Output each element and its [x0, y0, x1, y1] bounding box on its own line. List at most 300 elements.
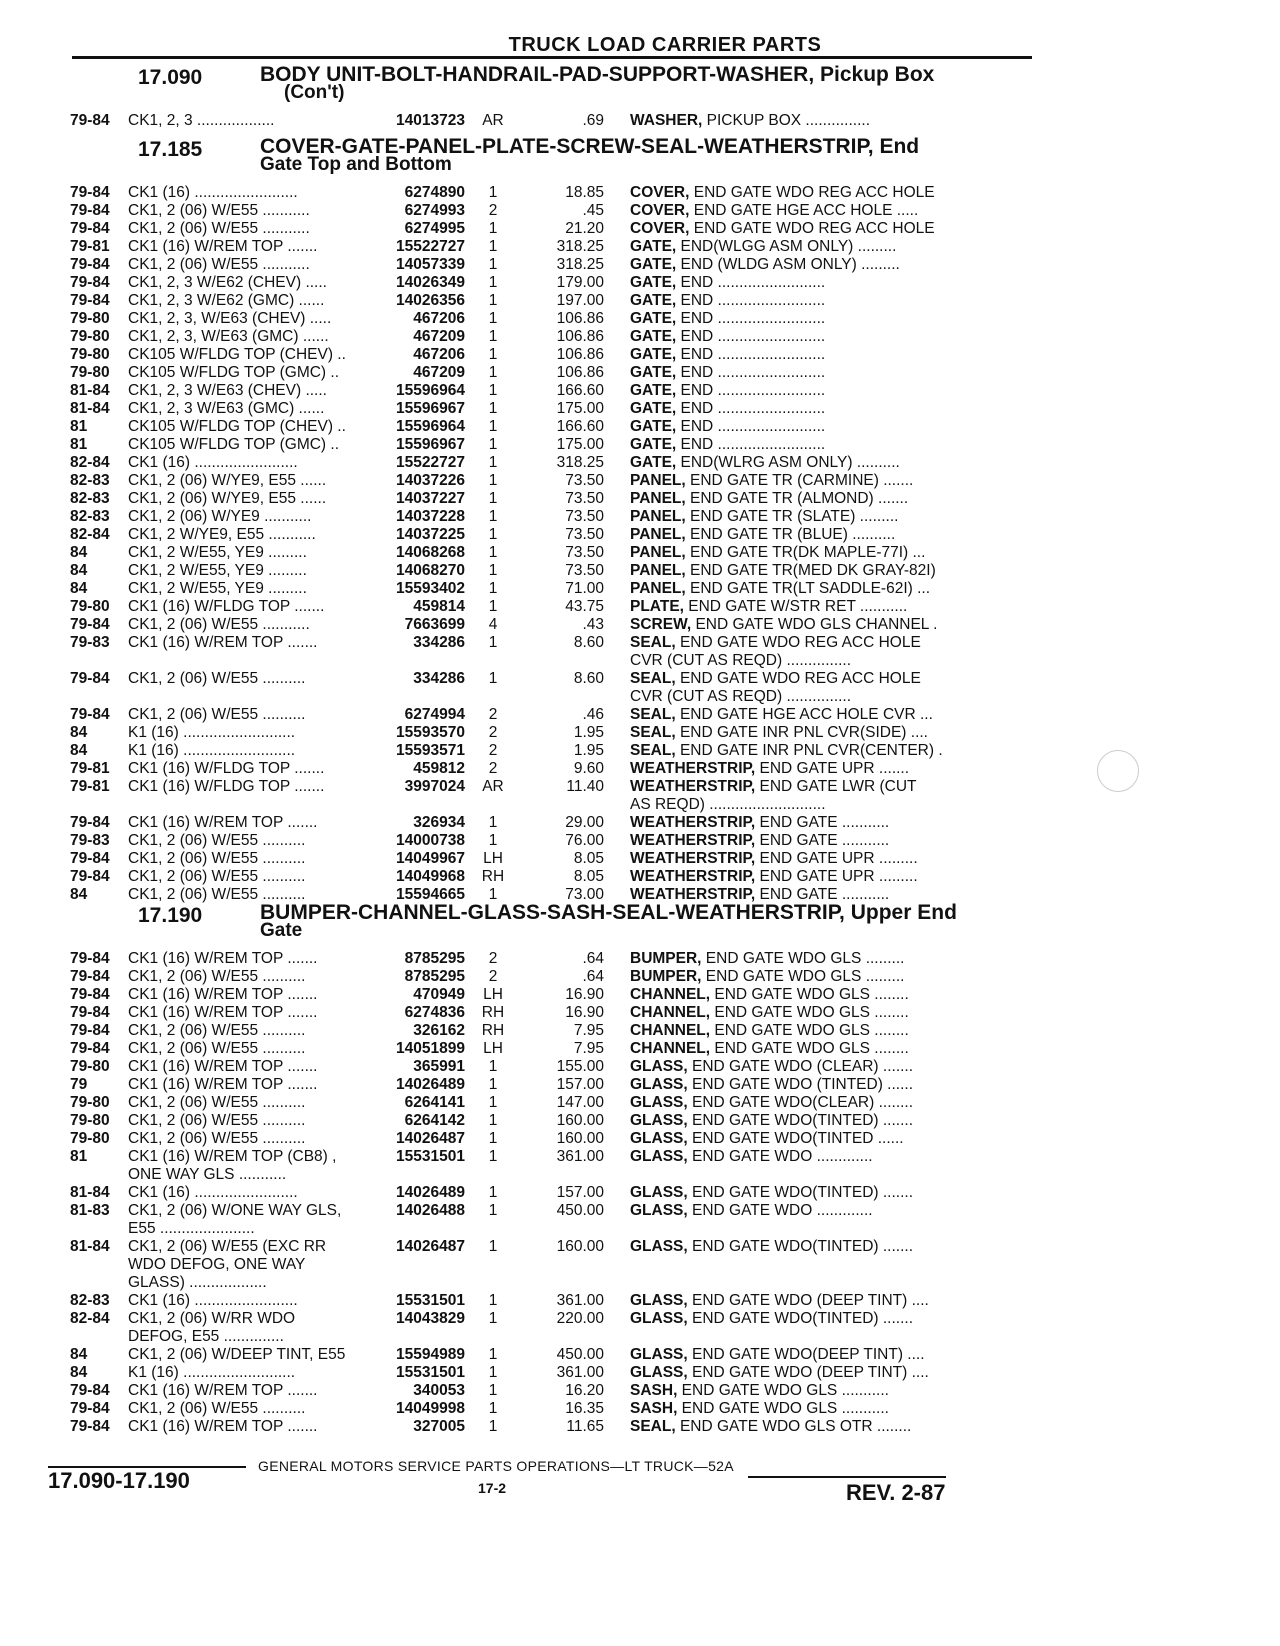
model-application: CK1, 2 W/YE9, E55 ........... [128, 526, 316, 543]
part-detail: END GATE TR(DK MAPLE-77I) ... [685, 544, 926, 561]
part-name: PLATE, [630, 598, 684, 615]
part-number: 3997024 [404, 778, 465, 795]
part-description [630, 616, 1020, 634]
table-row [50, 1364, 1010, 1382]
year-range: 79-84 [70, 706, 110, 723]
year-range: 79-84 [70, 292, 110, 309]
model-application: CK1, 2 W/E55, YE9 ......... [128, 580, 307, 597]
price: .69 [582, 112, 604, 129]
year-range: 79-84 [70, 1004, 110, 1021]
part-detail: END GATE WDO (CLEAR) ....... [687, 1058, 914, 1075]
quantity: 1 [488, 1058, 498, 1075]
part-name: PANEL, [630, 580, 686, 597]
part-detail: END GATE WDO GLS ........ [710, 986, 909, 1003]
part-detail: END GATE WDO (TINTED) ...... [687, 1076, 914, 1093]
part-description [630, 706, 1020, 724]
price: 220.00 [556, 1310, 604, 1327]
year-range: 79-81 [70, 238, 110, 255]
quantity: LH [483, 1040, 503, 1057]
part-name: GATE, [630, 328, 677, 345]
table-row [50, 328, 1010, 346]
part-detail: END GATE INR PNL CVR(CENTER) . [675, 742, 943, 759]
parts-section [50, 63, 1010, 130]
table-row [50, 1058, 1010, 1076]
year-range: 79-84 [70, 950, 110, 967]
quantity: 1 [488, 1238, 498, 1255]
part-detail: END GATE TR (SLATE) ......... [685, 508, 899, 525]
part-number: 6274993 [404, 202, 465, 219]
part-name: WEATHERSTRIP, [630, 778, 756, 795]
part-description [630, 328, 1020, 346]
year-range: 79-80 [70, 1112, 110, 1129]
price: 7.95 [573, 1040, 604, 1057]
year-range: 79-81 [70, 778, 110, 795]
quantity: RH [481, 868, 505, 885]
part-name: WEATHERSTRIP, [630, 850, 756, 867]
part-name: WEATHERSTRIP, [630, 760, 756, 777]
part-name: GLASS, [630, 1130, 688, 1147]
part-description [630, 670, 1020, 706]
part-detail: END GATE WDO GLS ........ [710, 1004, 909, 1021]
section-heading [50, 135, 1010, 175]
footer-page-number: 17-2 [478, 1480, 507, 1496]
price: 71.00 [565, 580, 604, 597]
table-row [50, 184, 1010, 202]
table-row [50, 418, 1010, 436]
model-application: CK105 W/FLDG TOP (CHEV) .. [128, 418, 346, 435]
part-number: 327005 [413, 1418, 465, 1435]
price: 166.60 [556, 418, 604, 435]
year-range: 79-80 [70, 598, 110, 615]
part-name: PANEL, [630, 490, 686, 507]
part-description [630, 724, 1020, 742]
part-number: 15596964 [396, 382, 465, 399]
price: 7.95 [573, 1022, 604, 1039]
part-number: 467206 [413, 310, 465, 327]
price: 8.05 [573, 868, 604, 885]
part-detail: END GATE TR(LT SADDLE-62I) ... [685, 580, 931, 597]
part-detail: END(WLGG ASM ONLY) ......... [676, 238, 897, 255]
table-row [50, 292, 1010, 310]
year-range: 79 [70, 1076, 88, 1093]
part-detail: END GATE WDO REG ACC HOLE [689, 220, 935, 237]
part-number: 14026489 [396, 1076, 465, 1093]
model-application: CK1, 2, 3 W/E62 (CHEV) ..... [128, 274, 327, 291]
table-row [50, 382, 1010, 400]
model-application: CK1, 2 (06) W/E55 (EXC RR WDO DEFOG, ONE WAY GLASS) .................. [128, 1238, 327, 1291]
part-name: SEAL, [630, 1418, 676, 1435]
section-title-main: BODY UNIT-BOLT-HANDRAIL-PAD-SUPPORT-WASHER, Pickup Box [260, 63, 935, 86]
part-name: GLASS, [630, 1076, 688, 1093]
table-row [50, 1400, 1010, 1418]
year-range: 79-84 [70, 112, 110, 129]
model-application: CK1 (16) W/FLDG TOP ....... [128, 778, 325, 795]
part-number: 6264142 [404, 1112, 465, 1129]
year-range: 84 [70, 742, 88, 759]
part-number: 14000738 [396, 832, 465, 849]
part-name: WEATHERSTRIP, [630, 814, 756, 831]
quantity: RH [481, 1004, 505, 1021]
part-number: 14057339 [396, 256, 465, 273]
part-name: GATE, [630, 382, 677, 399]
price: 175.00 [556, 400, 604, 417]
part-detail: END GATE INR PNL CVR(SIDE) .... [675, 724, 928, 741]
model-application: CK1, 2 (06) W/YE9, E55 ...... [128, 490, 327, 507]
part-number: 15596967 [396, 436, 465, 453]
table-row [50, 832, 1010, 850]
part-detail: END ......................... [676, 400, 826, 417]
part-number: 14068268 [396, 544, 465, 561]
part-description [630, 292, 1020, 310]
quantity: 1 [488, 1112, 498, 1129]
year-range: 79-80 [70, 346, 110, 363]
part-description [630, 1202, 1020, 1220]
quantity: 1 [488, 1184, 498, 1201]
price: 197.00 [556, 292, 604, 309]
table-row [50, 526, 1010, 544]
quantity: 1 [488, 1094, 498, 1111]
year-range: 81-83 [70, 1202, 110, 1219]
part-description [630, 184, 1020, 202]
price: 318.25 [556, 256, 604, 273]
price: 73.50 [565, 526, 604, 543]
model-application: CK1 (16) ........................ [128, 1292, 298, 1309]
part-name: GATE, [630, 292, 677, 309]
model-application: CK1 (16) W/REM TOP ....... [128, 814, 318, 831]
table-row [50, 238, 1010, 256]
year-range: 82-83 [70, 490, 110, 507]
price: 179.00 [556, 274, 604, 291]
model-application: CK105 W/FLDG TOP (GMC) .. [128, 364, 340, 381]
price: 73.50 [565, 544, 604, 561]
year-range: 79-84 [70, 1400, 110, 1417]
year-range: 81 [70, 1148, 88, 1165]
part-number: 14026487 [396, 1130, 465, 1147]
parts-section [50, 901, 1010, 1436]
model-application: CK1 (16) W/REM TOP ....... [128, 950, 318, 967]
quantity: 1 [488, 472, 498, 489]
year-range: 79-80 [70, 328, 110, 345]
model-application: K1 (16) .......................... [128, 724, 296, 741]
part-name: COVER, [630, 202, 690, 219]
part-detail: END GATE WDO (DEEP TINT) .... [687, 1364, 929, 1381]
model-application: CK1, 2, 3 .................. [128, 112, 275, 129]
part-detail: END GATE TR(MED DK GRAY-82I) [685, 562, 936, 579]
year-range: 81-84 [70, 382, 110, 399]
part-detail: END GATE WDO(TINTED ...... [687, 1130, 904, 1147]
header-rule [72, 56, 1032, 59]
part-detail: END GATE LWR (CUT AS REQD) ........................... [630, 778, 917, 813]
quantity: 1 [488, 220, 498, 237]
quantity: 1 [488, 454, 498, 471]
price: 450.00 [556, 1202, 604, 1219]
year-range: 82-83 [70, 508, 110, 525]
price: 16.20 [565, 1382, 604, 1399]
part-name: BUMPER, [630, 950, 702, 967]
part-number: 15596967 [396, 400, 465, 417]
part-number: 15531501 [396, 1364, 465, 1381]
part-detail: END GATE HGE ACC HOLE CVR ... [675, 706, 933, 723]
part-detail: END GATE WDO (DEEP TINT) .... [687, 1292, 929, 1309]
price: 106.86 [556, 310, 604, 327]
part-detail: END GATE ........... [755, 832, 890, 849]
part-number: 8785295 [404, 950, 465, 967]
quantity: AR [482, 112, 504, 129]
part-number: 467209 [413, 364, 465, 381]
price: 73.50 [565, 508, 604, 525]
part-number: 6274836 [404, 1004, 465, 1021]
quantity: 4 [488, 616, 498, 633]
part-detail: END GATE WDO(TINTED) ....... [687, 1112, 914, 1129]
model-application: CK1 (16) W/REM TOP ....... [128, 634, 318, 651]
part-detail: END GATE UPR ......... [755, 868, 918, 885]
quantity: 1 [488, 580, 498, 597]
part-number: 14026356 [396, 292, 465, 309]
quantity: 1 [488, 490, 498, 507]
table-row [50, 968, 1010, 986]
part-description [630, 1148, 1020, 1166]
part-description [630, 508, 1020, 526]
part-number: 14026487 [396, 1238, 465, 1255]
price: .46 [582, 706, 604, 723]
quantity: 1 [488, 436, 498, 453]
part-number: 6274995 [404, 220, 465, 237]
quantity: 1 [488, 1292, 498, 1309]
part-name: GATE, [630, 346, 677, 363]
part-number: 15531501 [396, 1292, 465, 1309]
price: 106.86 [556, 364, 604, 381]
model-application: CK1 (16) ........................ [128, 1184, 298, 1201]
part-name: BUMPER, [630, 968, 702, 985]
part-name: GLASS, [630, 1202, 688, 1219]
model-application: CK1, 2 (06) W/DEEP TINT, E55 [128, 1346, 346, 1363]
quantity: 2 [488, 950, 498, 967]
year-range: 79-84 [70, 1382, 110, 1399]
year-range: 79-84 [70, 220, 110, 237]
part-number: 470949 [413, 986, 465, 1003]
part-name: GATE, [630, 400, 677, 417]
part-name: SEAL, [630, 706, 676, 723]
part-name: SEAL, [630, 742, 676, 759]
table-row [50, 1130, 1010, 1148]
price: 29.00 [565, 814, 604, 831]
table-row [50, 472, 1010, 490]
table-row [50, 1202, 1010, 1238]
part-detail: END GATE TR (BLUE) .......... [685, 526, 896, 543]
part-description [630, 274, 1020, 292]
part-detail: END GATE TR (CARMINE) ....... [685, 472, 914, 489]
quantity: 1 [488, 1382, 498, 1399]
model-application: CK1, 2 (06) W/RR WDO DEFOG, E55 .............. [128, 1310, 296, 1345]
table-row [50, 508, 1010, 526]
part-name: GATE, [630, 418, 677, 435]
year-range: 79-84 [70, 1022, 110, 1039]
part-name: GATE, [630, 274, 677, 291]
model-application: CK1 (16) W/REM TOP (CB8) , ONE WAY GLS ........... [128, 1148, 337, 1183]
part-detail: END GATE WDO GLS ........... [677, 1400, 889, 1417]
model-application: CK1 (16) ........................ [128, 454, 298, 471]
table-row [50, 544, 1010, 562]
part-description [630, 1004, 1020, 1022]
quantity: 1 [488, 508, 498, 525]
price: 361.00 [556, 1292, 604, 1309]
part-detail: END ......................... [676, 436, 826, 453]
model-application: CK1, 2 (06) W/E55 .......... [128, 1040, 306, 1057]
part-name: SEAL, [630, 724, 676, 741]
model-application: CK1, 2, 3 W/E63 (CHEV) ..... [128, 382, 327, 399]
quantity: 1 [488, 598, 498, 615]
part-description [630, 562, 1020, 580]
price: 16.90 [565, 986, 604, 1003]
model-application: CK1 (16) W/REM TOP ....... [128, 986, 318, 1003]
model-application: CK1 (16) W/REM TOP ....... [128, 1004, 318, 1021]
quantity: 2 [488, 706, 498, 723]
part-description [630, 238, 1020, 256]
quantity: 1 [488, 814, 498, 831]
part-name: CHANNEL, [630, 986, 711, 1003]
part-number: 8785295 [404, 968, 465, 985]
part-number: 14026349 [396, 274, 465, 291]
part-description [630, 580, 1020, 598]
part-description [630, 220, 1020, 238]
part-description [630, 1364, 1020, 1382]
model-application: CK105 W/FLDG TOP (GMC) .. [128, 436, 340, 453]
year-range: 79-80 [70, 1094, 110, 1111]
table-row [50, 256, 1010, 274]
part-name: GLASS, [630, 1364, 688, 1381]
table-row [50, 814, 1010, 832]
quantity: 2 [488, 202, 498, 219]
part-detail: END GATE WDO(TINTED) ....... [687, 1184, 914, 1201]
quantity: 1 [488, 886, 498, 903]
part-name: CHANNEL, [630, 1040, 711, 1057]
year-range: 79-84 [70, 256, 110, 273]
table-row [50, 1382, 1010, 1400]
price: 160.00 [556, 1112, 604, 1129]
part-name: GATE, [630, 238, 677, 255]
part-number: 15531501 [396, 1148, 465, 1165]
model-application: CK1, 2 (06) W/E55 .......... [128, 1022, 306, 1039]
part-name: PANEL, [630, 472, 686, 489]
table-row [50, 868, 1010, 886]
part-description [630, 832, 1020, 850]
quantity: AR [482, 778, 504, 795]
model-application: CK1 (16) ........................ [128, 184, 298, 201]
part-number: 6264141 [404, 1094, 465, 1111]
part-detail: END GATE WDO GLS OTR ........ [675, 1418, 912, 1435]
part-detail: END GATE WDO REG ACC HOLE [689, 184, 935, 201]
quantity: 1 [488, 1076, 498, 1093]
part-number: 6274994 [404, 706, 465, 723]
year-range: 79-80 [70, 1130, 110, 1147]
year-range: 81 [70, 418, 88, 435]
part-description [630, 850, 1020, 868]
price: 361.00 [556, 1364, 604, 1381]
part-detail: END GATE WDO GLS CHANNEL . [691, 616, 938, 633]
part-number: 326934 [413, 814, 465, 831]
part-detail: END ......................... [676, 418, 826, 435]
table-row [50, 1184, 1010, 1202]
part-name: COVER, [630, 184, 690, 201]
year-range: 79-80 [70, 1058, 110, 1075]
part-detail: END(WLRG ASM ONLY) .......... [676, 454, 900, 471]
part-number: 15593571 [396, 742, 465, 759]
table-row [50, 436, 1010, 454]
part-number: 14037228 [396, 508, 465, 525]
part-name: WASHER, [630, 112, 703, 129]
year-range: 79-84 [70, 814, 110, 831]
price: 18.85 [565, 184, 604, 201]
quantity: 1 [488, 382, 498, 399]
section-number: 17.090 [138, 66, 203, 89]
part-number: 14037226 [396, 472, 465, 489]
table-row [50, 202, 1010, 220]
part-name: SASH, [630, 1400, 678, 1417]
quantity: 1 [488, 1400, 498, 1417]
part-description [630, 436, 1020, 454]
table-row [50, 490, 1010, 508]
part-name: GLASS, [630, 1094, 688, 1111]
part-number: 14049968 [396, 868, 465, 885]
model-application: CK105 W/FLDG TOP (CHEV) .. [128, 346, 346, 363]
part-name: CHANNEL, [630, 1004, 711, 1021]
part-number: 15522727 [396, 238, 465, 255]
part-name: SEAL, [630, 670, 676, 687]
table-row [50, 950, 1010, 968]
part-number: 467206 [413, 346, 465, 363]
quantity: 1 [488, 238, 498, 255]
part-name: CHANNEL, [630, 1022, 711, 1039]
table-row [50, 616, 1010, 634]
part-description [630, 778, 1020, 814]
model-application: CK1 (16) W/REM TOP ....... [128, 238, 318, 255]
part-name: GLASS, [630, 1238, 688, 1255]
price: 106.86 [556, 328, 604, 345]
table-row [50, 1292, 1010, 1310]
part-detail: END GATE ........... [755, 814, 890, 831]
price: 73.00 [565, 886, 604, 903]
year-range: 82-83 [70, 1292, 110, 1309]
part-number: 459812 [413, 760, 465, 777]
part-name: GATE, [630, 364, 677, 381]
part-description [630, 968, 1020, 986]
part-description [630, 742, 1020, 760]
parts-section [50, 135, 1010, 904]
model-application: CK1, 2 (06) W/E55 .......... [128, 850, 306, 867]
quantity: 1 [488, 292, 498, 309]
part-description [630, 310, 1020, 328]
part-description [630, 1076, 1020, 1094]
section-title-sub: Gate Top and Bottom [260, 154, 452, 175]
table-row [50, 1040, 1010, 1058]
table-row [50, 598, 1010, 616]
table-row [50, 634, 1010, 670]
quantity: 1 [488, 1310, 498, 1327]
part-description [630, 868, 1020, 886]
table-row [50, 724, 1010, 742]
part-detail: END GATE TR (ALMOND) ....... [685, 490, 909, 507]
part-detail: END ......................... [676, 346, 826, 363]
price: 157.00 [556, 1184, 604, 1201]
part-name: WEATHERSTRIP, [630, 832, 756, 849]
quantity: 1 [488, 670, 498, 687]
price: 73.50 [565, 562, 604, 579]
part-description [630, 1130, 1020, 1148]
part-description [630, 1310, 1020, 1328]
model-application: CK1, 2 (06) W/E55 .......... [128, 868, 306, 885]
price: 11.40 [566, 778, 604, 795]
price: 160.00 [556, 1130, 604, 1147]
